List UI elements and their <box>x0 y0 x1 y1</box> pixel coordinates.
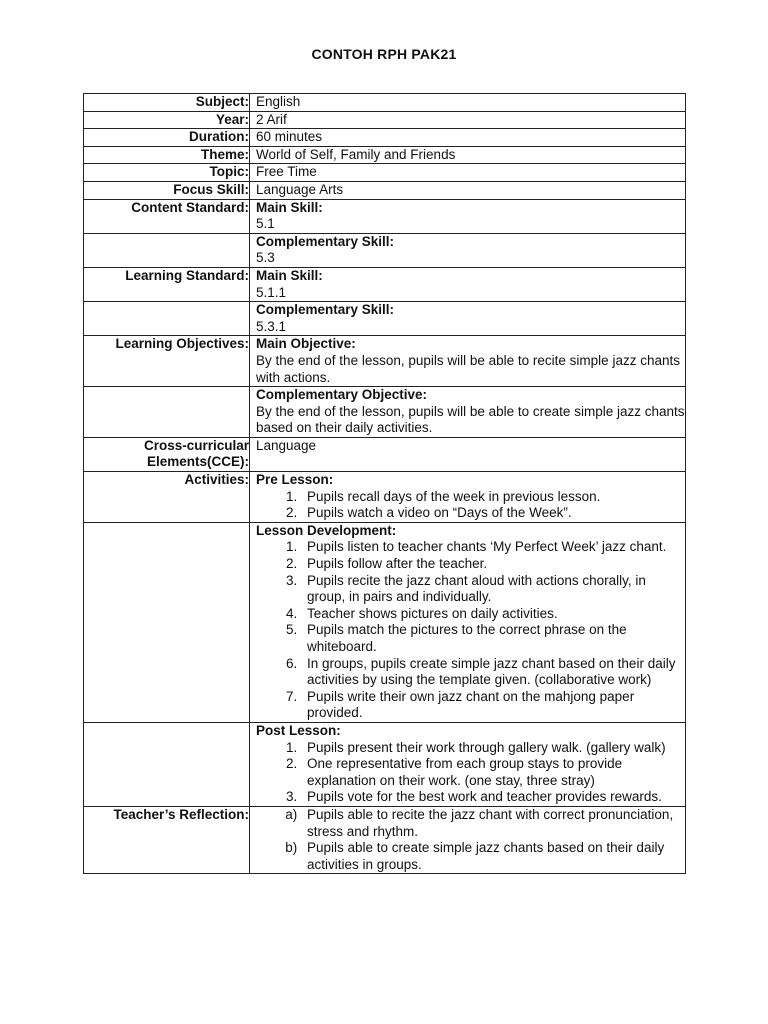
reflection-list <box>256 807 685 873</box>
row-objectives-main <box>84 336 686 387</box>
learning-main-skill-heading: Main Skill: <box>256 267 323 283</box>
document-title: CONTOH RPH PAK21 <box>311 46 457 62</box>
label-teacher-reflection: Teacher’s Reflection: <box>84 806 250 873</box>
list-item: a. Pupils able to recite the jazz chant with correct pronunciation, stress and rhythm. <box>301 807 685 840</box>
row-focus-skill <box>84 181 686 199</box>
list-item: 2. One representative from each group stays to provide explanation on their work. (one stay, three stray) <box>301 756 685 789</box>
cell-post-lesson <box>250 722 686 806</box>
learning-main-skill-value: 5.1.1 <box>256 284 287 300</box>
row-duration <box>84 129 686 147</box>
list-item: 3. Pupils vote for the best work and teacher provides rewards. <box>301 789 685 806</box>
label-empty <box>84 233 250 267</box>
label-cce <box>84 437 250 471</box>
list-item: 3. Pupils recite the jazz chant aloud with actions chorally, in group, in pairs and individually. <box>301 573 685 606</box>
learning-comp-skill-value: 5.3.1 <box>256 318 287 334</box>
cell-comp-objective <box>250 387 686 438</box>
list-item: 1. Pupils recall days of the week in previous lesson. <box>301 489 685 506</box>
row-topic <box>84 164 686 182</box>
cell-learning-comp-skill <box>250 302 686 336</box>
list-item: 2. Pupils watch a video on “Days of the Week”. <box>301 505 685 522</box>
label-focus-skill: Focus Skill: <box>84 181 250 199</box>
row-teacher-reflection <box>84 806 686 873</box>
label-learning-objectives: Learning Objectives: <box>84 336 250 387</box>
row-content-standard-comp <box>84 233 686 267</box>
cell-learning-main-skill <box>250 267 686 301</box>
content-comp-skill-heading: Complementary Skill: <box>256 233 395 249</box>
row-year <box>84 111 686 129</box>
lesson-plan-table <box>83 93 686 874</box>
main-objective-heading: Main Objective: <box>256 336 356 352</box>
label-learning-standard: Learning Standard: <box>84 267 250 301</box>
list-item: 2. Pupils follow after the teacher. <box>301 556 685 573</box>
label-empty <box>84 302 250 336</box>
row-theme <box>84 146 686 164</box>
list-item: b. Pupils able to create simple jazz chants based on their daily activities in groups. <box>301 840 685 873</box>
row-learning-standard-comp <box>84 302 686 336</box>
post-lesson-heading: Post Lesson: <box>256 722 341 738</box>
label-content-standard: Content Standard: <box>84 199 250 233</box>
value-year: 2 Arif <box>250 111 686 129</box>
value-duration: 60 minutes <box>250 129 686 147</box>
label-cce-line1: Cross-curricular <box>143 437 249 453</box>
value-subject: English <box>250 94 686 112</box>
cell-content-main-skill <box>250 199 686 233</box>
row-content-standard-main <box>84 199 686 233</box>
cell-main-objective <box>250 336 686 387</box>
list-item: 5. Pupils match the pictures to the correct phrase on the whiteboard. <box>301 622 685 655</box>
learning-comp-skill-heading: Complementary Skill: <box>256 302 395 318</box>
value-topic: Free Time <box>250 164 686 182</box>
post-lesson-list <box>256 740 685 806</box>
list-item: 1. Pupils present their work through gallery walk. (gallery walk) <box>301 740 685 757</box>
cell-teacher-reflection <box>250 806 686 873</box>
pre-lesson-heading: Pre Lesson: <box>256 472 334 488</box>
cell-pre-lesson <box>250 472 686 523</box>
label-year: Year: <box>84 111 250 129</box>
label-empty <box>84 522 250 722</box>
comp-objective-text: By the end of the lesson, pupils will be able to create simple jazz chants based on their daily activities. <box>256 403 685 436</box>
cell-content-comp-skill <box>250 233 686 267</box>
list-item: 4. Teacher shows pictures on daily activities. <box>301 606 685 623</box>
row-subject <box>84 94 686 112</box>
list-item: 6. In groups, pupils create simple jazz chant based on their daily activities by using the template given. (collaborative work) <box>301 656 685 689</box>
label-topic: Topic: <box>84 164 250 182</box>
row-activities-dev <box>84 522 686 722</box>
label-subject: Subject: <box>84 94 250 112</box>
label-activities: Activities: <box>84 472 250 523</box>
label-cce-line2: Elements(CCE): <box>146 454 249 470</box>
value-theme: World of Self, Family and Friends <box>250 146 686 164</box>
pre-lesson-list <box>256 489 685 522</box>
value-focus-skill: Language Arts <box>250 181 686 199</box>
list-item: 7. Pupils write their own jazz chant on the mahjong paper provided. <box>301 689 685 722</box>
row-activities-post <box>84 722 686 806</box>
row-cce <box>84 437 686 471</box>
cell-lesson-development <box>250 522 686 722</box>
comp-objective-heading: Complementary Objective: <box>256 387 428 403</box>
content-main-skill-value: 5.1 <box>256 216 275 232</box>
row-activities-pre <box>84 472 686 523</box>
label-empty <box>84 387 250 438</box>
row-objectives-comp <box>84 387 686 438</box>
label-duration: Duration: <box>84 129 250 147</box>
lesson-development-list <box>256 539 685 722</box>
content-main-skill-heading: Main Skill: <box>256 199 323 215</box>
label-theme: Theme: <box>84 146 250 164</box>
lesson-development-heading: Lesson Development: <box>256 522 397 538</box>
value-cce: Language <box>250 437 686 471</box>
content-comp-skill-value: 5.3 <box>256 250 275 266</box>
label-empty <box>84 722 250 806</box>
main-objective-text: By the end of the lesson, pupils will be able to recite simple jazz chants with actions. <box>256 352 680 385</box>
list-item: 1. Pupils listen to teacher chants ‘My Perfect Week’ jazz chant. <box>301 539 685 556</box>
row-learning-standard-main <box>84 267 686 301</box>
